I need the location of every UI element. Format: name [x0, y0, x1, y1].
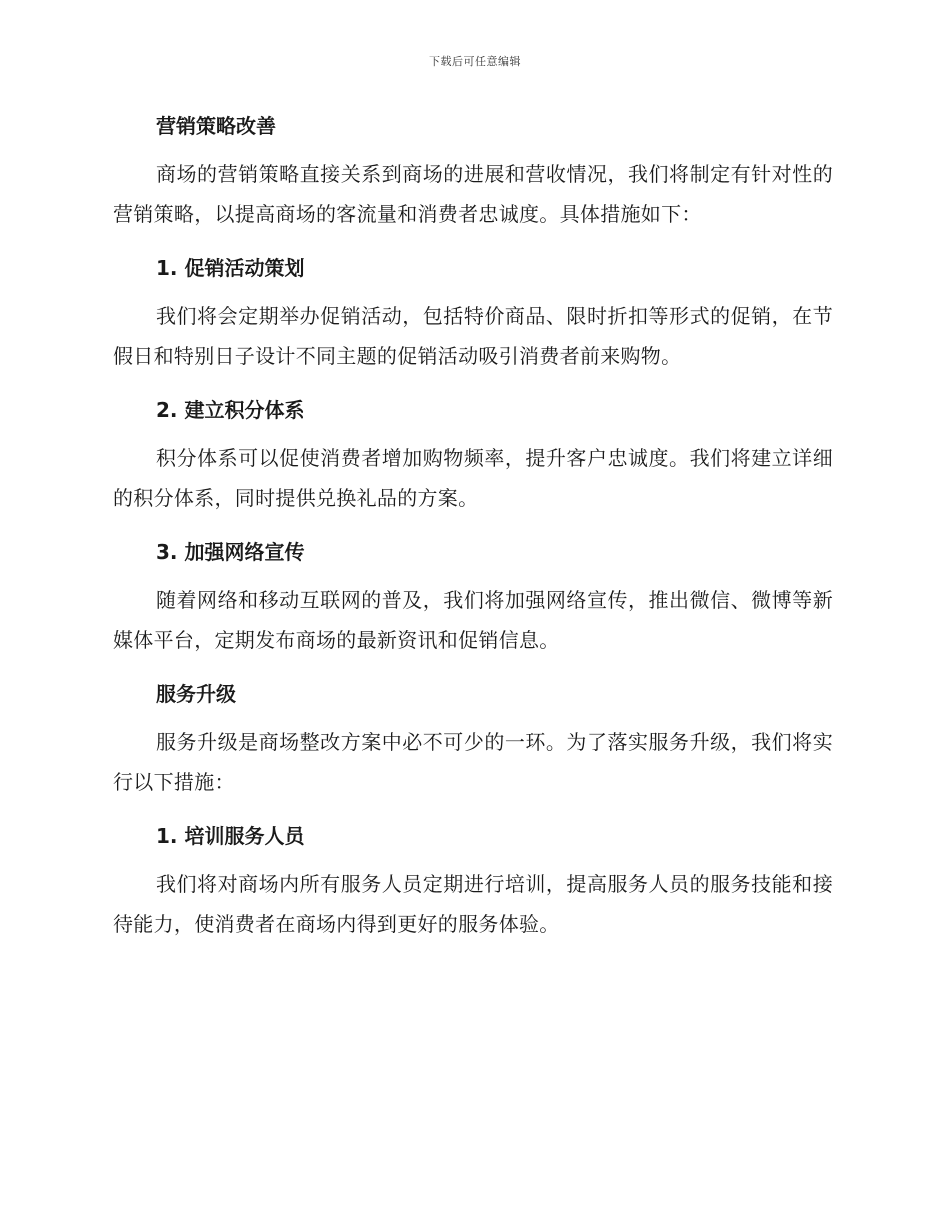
subheading-points-system: 2. 建立积分体系 — [156, 398, 305, 422]
subheading-promotion: 1. 促销活动策划 — [156, 256, 305, 280]
section-heading-service: 服务升级 — [156, 682, 236, 706]
section-heading-marketing: 营销策略改善 — [156, 114, 276, 138]
subheading-online-promotion: 3. 加强网络宣传 — [156, 540, 305, 564]
paragraph-promotion: 我们将会定期举办促销活动，包括特价商品、限时折扣等形式的促销，在节假日和特别日子设计不同主题的促销活动吸引消费者前来购物。 — [113, 304, 833, 368]
header-note: 下载后可任意编辑 — [429, 55, 521, 68]
paragraph-online-promotion: 随着网络和移动互联网的普及，我们将加强网络宣传，推出微信、微博等新媒体平台，定期发布商场的最新资讯和促销信息。 — [113, 588, 833, 652]
document-body — [113, 106, 833, 958]
paragraph-marketing-intro: 商场的营销策略直接关系到商场的进展和营收情况，我们将制定有针对性的营销策略，以提高商场的客流量和消费者忠诚度。具体措施如下： — [113, 162, 833, 226]
paragraph-points-system: 积分体系可以促使消费者增加购物频率，提升客户忠诚度。我们将建立详细的积分体系，同时提供兑换礼品的方案。 — [113, 446, 833, 510]
paragraph-service-intro: 服务升级是商场整改方案中必不可少的一环。为了落实服务升级，我们将实行以下措施： — [113, 730, 833, 794]
subheading-staff-training: 1. 培训服务人员 — [156, 824, 305, 848]
paragraph-staff-training: 我们将对商场内所有服务人员定期进行培训，提高服务人员的服务技能和接待能力，使消费者在商场内得到更好的服务体验。 — [113, 872, 833, 936]
